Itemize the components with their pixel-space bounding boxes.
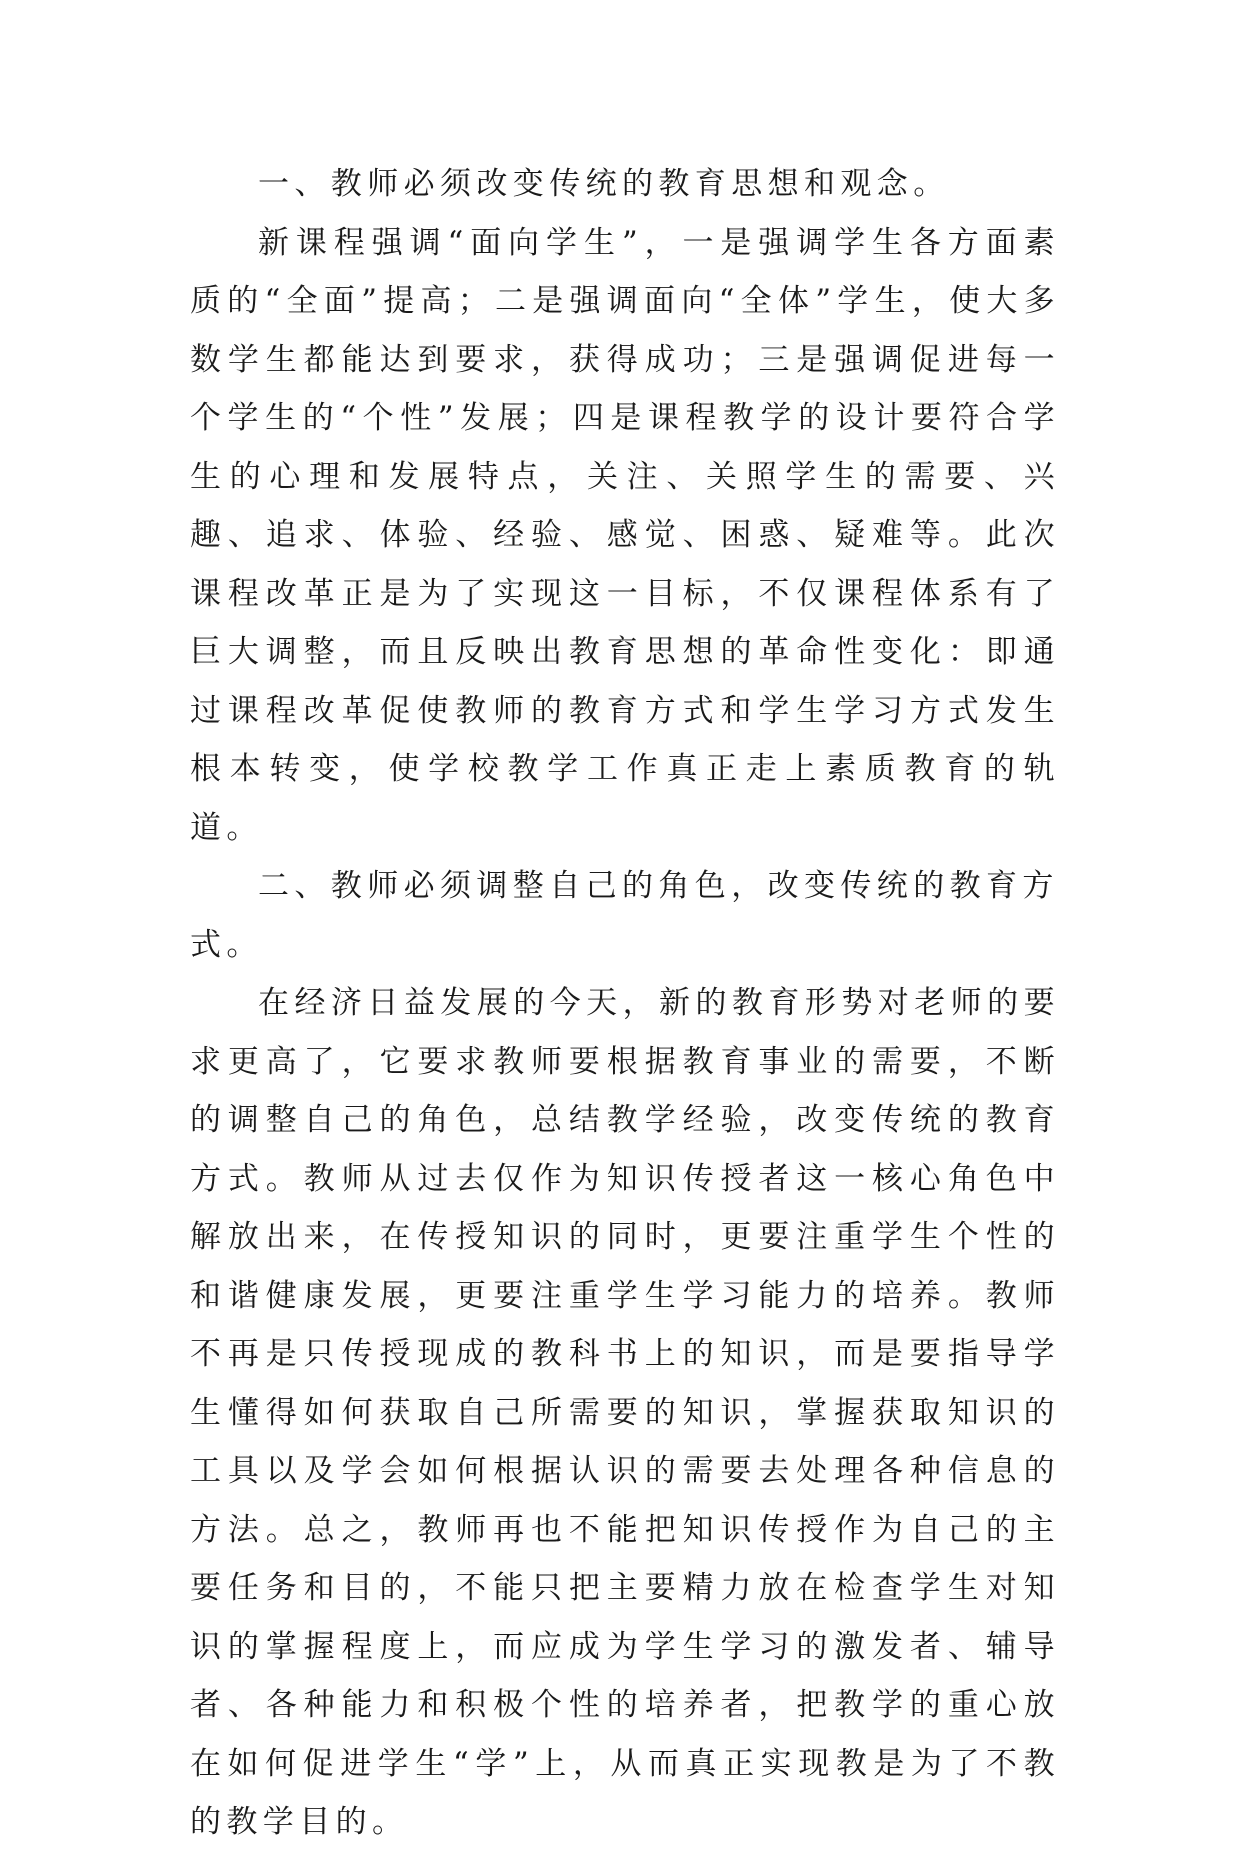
section-2-paragraph: 在经济日益发展的今天，新的教育形势对老师的要求更高了，它要求教师要根据教育事业的需要，不断的调整自己的角色，总结教学经验，改变传统的教育方式。教师从过去仅作为知识传授者这一核心角色中解放出来，在传授知识的同时，更要注重学生个性的和谐健康发展，更要注重学生学习能力的培养。教师不再是只传授现成的教科书上的知识，而是要指导学生懂得如何获取自己所需要的知识，掌握获取知识的工具以及学会如何根据认识的需要去处理各种信息的方法。总之，教师再也不能把知识传授作为自己的主要任务和目的，不能只把主要精力放在检查学生对知识的掌握程度上，而应成为学生学习的激发者、辅导者、各种能力和积极个性的培养者，把教学的重心放在如何促进学生“学”上，从而真正实现教是为了不教的教学目的。 [190,985,1060,1840]
section-1-paragraph: 新课程强调“面向学生”，一是强调学生各方面素质的“全面”提高；二是强调面向“全体”学生，使大多数学生都能达到要求，获得成功；三是强调促进每一个学生的“个性”发展；四是课程教学的设计要符合学生的心理和发展特点，关注、关照学生的需要、兴趣、追求、体验、经验、感觉、困惑、疑难等。此次课程改革正是为了实现这一目标，不仅课程体系有了巨大调整，而且反映出教育思想的革命性变化：即通过课程改革促使教师的教育方式和学生学习方式发生根本转变，使学校教学工作真正走上素质教育的轨道。 [190,224,1060,846]
section-2-heading: 二、教师必须调整自己的角色，改变传统的教育方式。 [190,868,1059,963]
document-page [190,155,1060,1852]
section-1-heading: 一、教师必须改变传统的教育思想和观念。 [258,166,950,202]
